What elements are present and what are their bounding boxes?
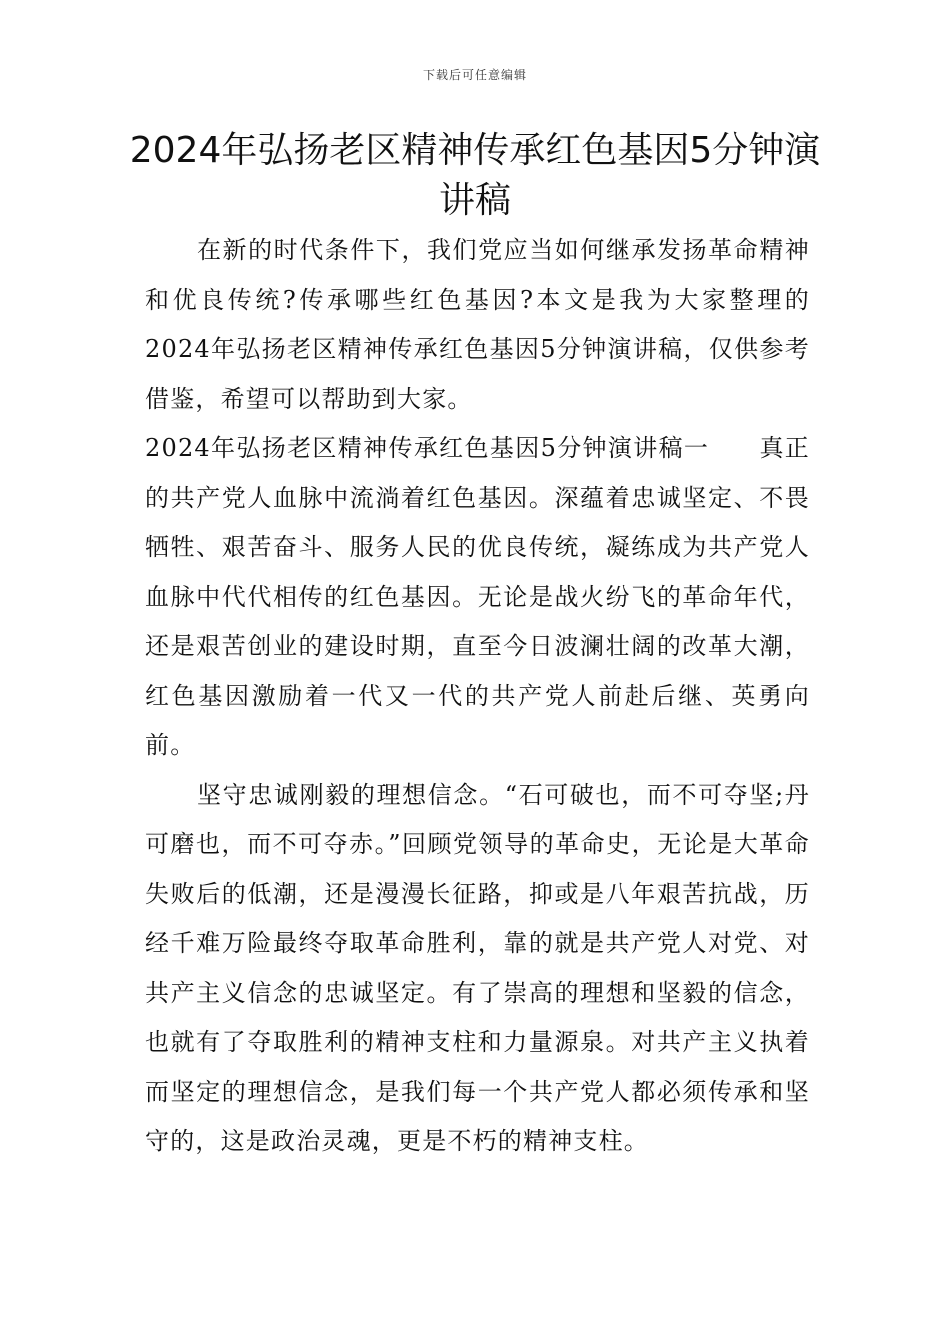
intro-paragraph: 在新的时代条件下，我们党应当如何继承发扬革命精神和优良传统?传承哪些红色基因?本文是我为大家整理的2024年弘扬老区精神传承红色基因5分钟演讲稿，仅供参考借鉴，希望可以帮助到大家。 [145, 236, 810, 413]
section-body: 真正的共产党人血脉中流淌着红色基因。深蕴着忠诚坚定、不畏牺牲、艰苦奋斗、服务人民的优良传统，凝练成为共产党人血脉中代代相传的红色基因。无论是战火纷飞的革命年代，还是艰苦创业的建设时期，直至今日波澜壮阔的改革大潮，红色基因激励着一代又一代的共产党人前赴后继、英勇向前。 [145, 434, 810, 759]
body-paragraph-3: 坚守忠诚刚毅的理想信念。“石可破也，而不可夺坚;丹可磨也，而不可夺赤。”回顾党领导的革命史，无论是大革命失败后的低潮，还是漫漫长征路，抑或是八年艰苦抗战，历经千难万险最终夺取革命胜利，靠的就是共产党人对党、对共产主义信念的忠诚坚定。有了崇高的理想和坚毅的信念，也就有了夺取胜利的精神支柱和力量源泉。对共产主义执着而坚定的理想信念，是我们每一个共产党人都必须传承和坚守的，这是政治灵魂，更是不朽的精神支柱。 [145, 780, 810, 1155]
section-heading: 2024年弘扬老区精神传承红色基因5分钟演讲稿一 [145, 434, 710, 462]
document-title: 2024年弘扬老区精神传承红色基因5分钟演讲稿 [129, 130, 821, 221]
page-header-note: 下载后可任意编辑 [422, 68, 527, 82]
section-paragraph [145, 424, 810, 771]
document-body [145, 226, 810, 1167]
